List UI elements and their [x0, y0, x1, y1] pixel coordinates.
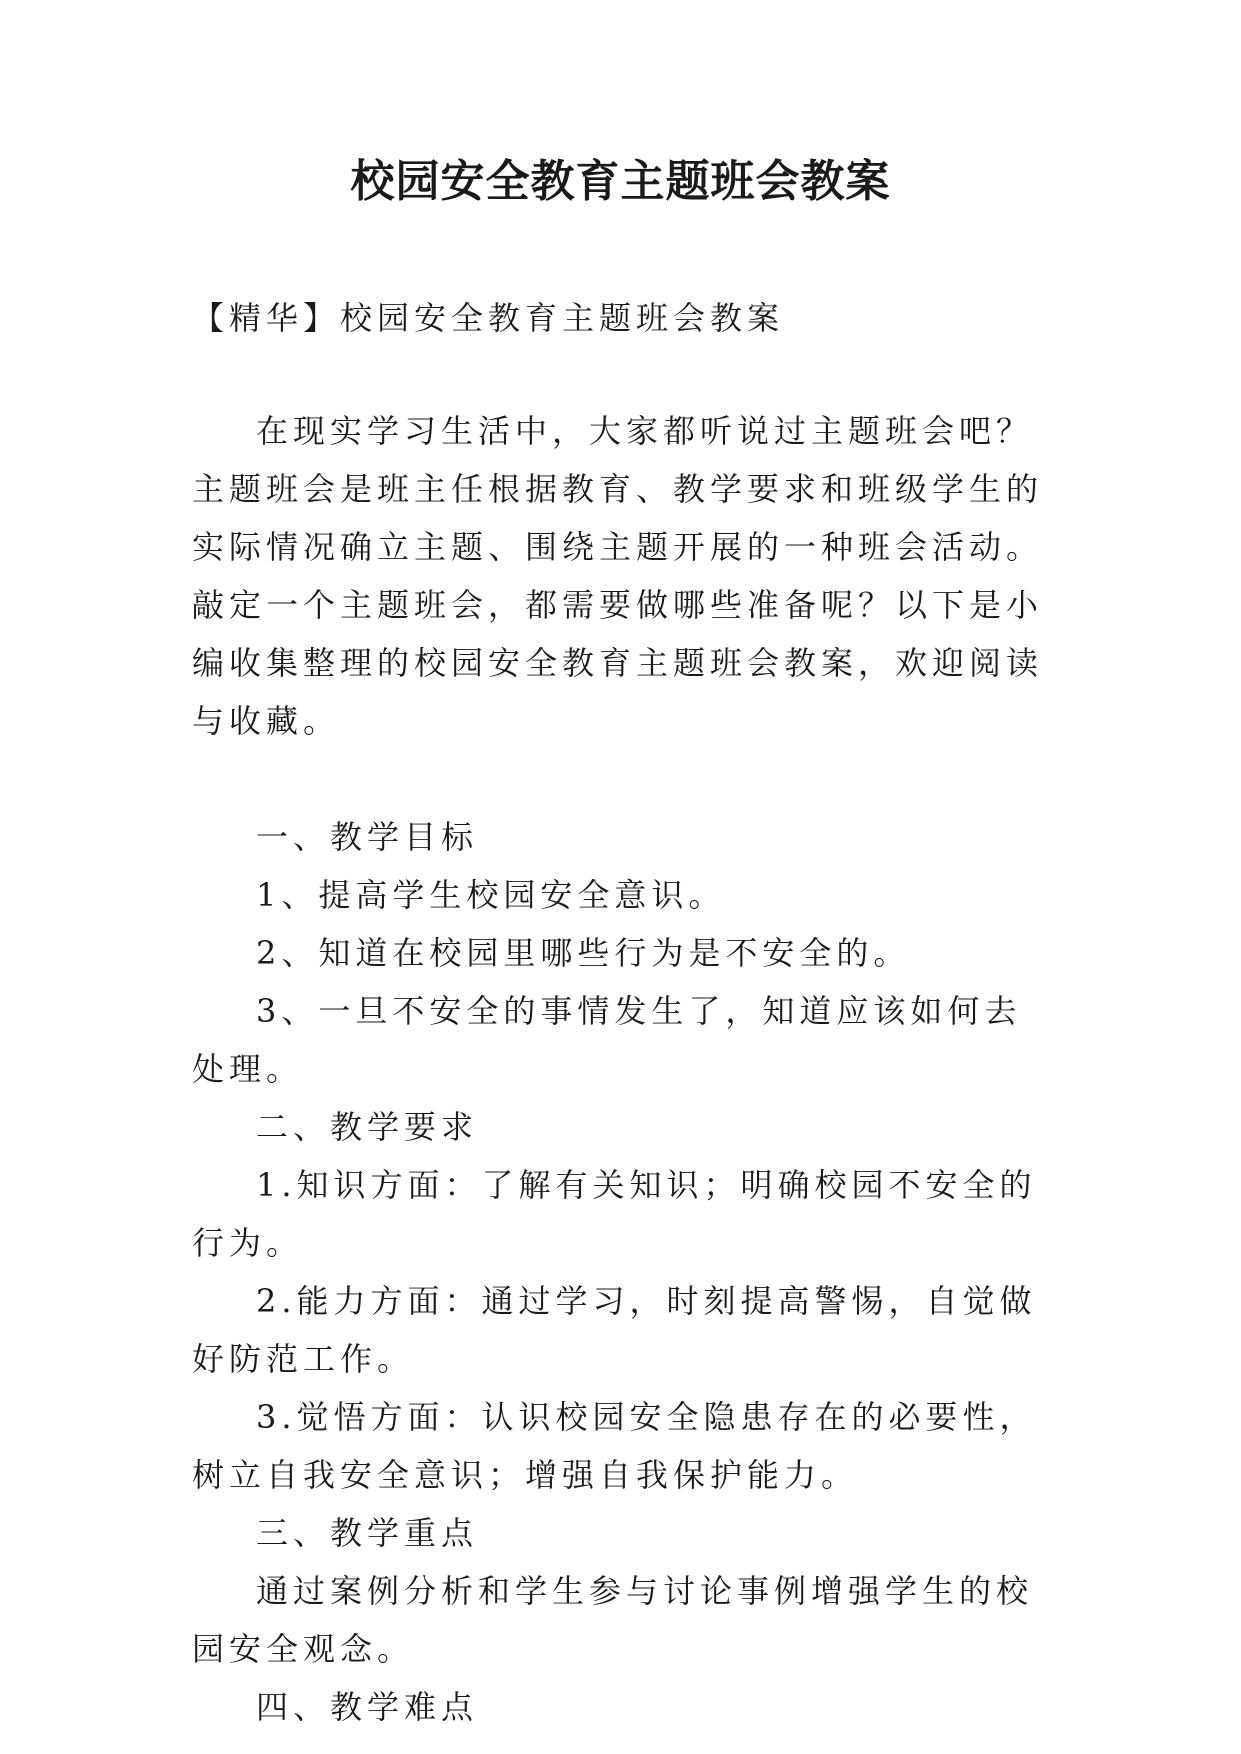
key-points-paragraph: 通过案例分析和学生参与讨论事例增强学生的校园安全观念。 — [192, 1572, 1034, 1668]
objective-item: 1、提高学生校园安全意识。 — [256, 876, 726, 914]
requirement-item: 1.知识方面：了解有关知识；明确校园不安全的行为。 — [192, 1166, 1037, 1262]
objective-item: 2、知道在校园里哪些行为是不安全的。 — [256, 934, 911, 972]
requirement-item: 3.觉悟方面：认识校园安全隐患存在的必要性，树立自我安全意识；增强自我保护能力。 — [192, 1398, 1037, 1494]
section-heading-difficulties: 四、教学难点 — [256, 1688, 479, 1726]
document-subtitle: 【精华】校园安全教育主题班会教案 — [192, 299, 785, 337]
intro-paragraph: 在现实学习生活中，大家都听说过主题班会吧？主题班会是班主任根据教育、教学要求和班级学生的实际情况确立主题、围绕主题开展的一种班会活动。敲定一个主题班会，都需要做哪些准备呢？以下是小编收集整理的校园安全教育主题班会教案，欢迎阅读与收藏。 — [192, 412, 1044, 740]
document-body — [192, 402, 1052, 1736]
objective-item: 3、一旦不安全的事情发生了，知道应该如何去处理。 — [192, 992, 1022, 1088]
document-title: 校园安全教育主题班会教案 — [350, 156, 891, 207]
section-heading-requirements: 二、教学要求 — [256, 1108, 479, 1146]
section-heading-objectives: 一、教学目标 — [256, 818, 479, 856]
requirement-item: 2.能力方面：通过学习，时刻提高警惕，自觉做好防范工作。 — [192, 1282, 1037, 1378]
section-heading-key-points: 三、教学重点 — [256, 1514, 479, 1552]
